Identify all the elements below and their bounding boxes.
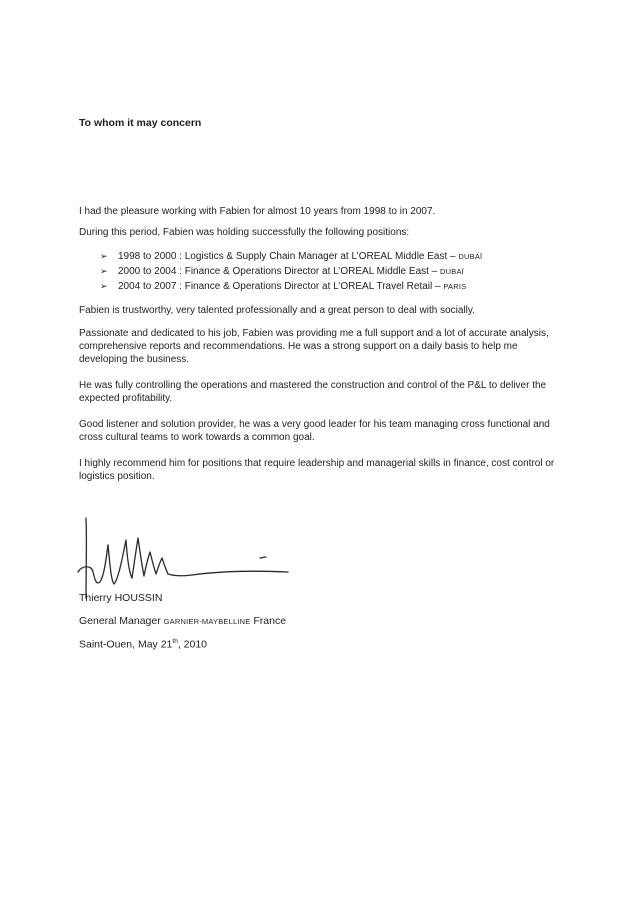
position-item — [100, 249, 482, 264]
title-suffix: France — [250, 615, 287, 627]
position-place: PARIS — [443, 282, 467, 291]
paragraph-recommend: I highly recommend him for positions that require leadership and managerial skills in finance, cost control or logistics position. — [79, 458, 555, 482]
arrow-bullet-icon: ➢ — [100, 266, 108, 276]
paragraph-passionate: Passionate and dedicated to his job, Fabien was providing me a full support and a lot of accurate analysis, comprehensive reports and recommendations. He was a strong support on a daily basis to help me developing the business. — [79, 328, 549, 365]
title-prefix: General Manager — [79, 615, 164, 627]
date-ordinal: th — [172, 638, 178, 645]
handwritten-signature — [74, 510, 294, 605]
positions-intro: During this period, Fabien was holding successfully the following positions: — [79, 227, 410, 238]
paragraph-trustworthy: Fabien is trustworthy, very talented professionally and a great person to deal with socially. — [79, 305, 475, 316]
paragraph-leader: Good listener and solution provider, he was a very good leader for his team managing cross functional and cross cultural teams to work towards a common goal. — [79, 419, 550, 443]
position-place: DUBAÏ — [458, 252, 483, 261]
date-year: , 2010 — [177, 638, 208, 651]
arrow-bullet-icon: ➢ — [100, 251, 108, 261]
arrow-bullet-icon: ➢ — [100, 281, 108, 291]
place-date — [79, 638, 207, 651]
positions-list — [100, 249, 482, 294]
position-place: DUBAÏ — [440, 267, 464, 276]
position-text: 2000 to 2004 : Finance & Operations Director at L’OREAL Middle East – — [118, 266, 441, 277]
position-text: 2004 to 2007 : Finance & Operations Director at L’OREAL Travel Retail – — [118, 281, 444, 292]
signatory-title — [79, 615, 286, 627]
letter-greeting: To whom it may concern — [79, 117, 202, 129]
intro-paragraph: I had the pleasure working with Fabien for almost 10 years from 1998 to in 2007. — [79, 206, 436, 217]
position-text: 1998 to 2000 : Logistics & Supply Chain Manager at L’OREAL Middle East – — [118, 251, 459, 262]
position-item — [100, 279, 482, 294]
paragraph-controlling: He was fully controlling the operations and mastered the construction and control of the P&L to deliver the expected profitability. — [79, 380, 547, 404]
signatory-name: Thierry HOUSSIN — [79, 592, 163, 604]
company-name: GARNIER-MAYBELLINE — [163, 617, 251, 626]
place-date-text: Saint-Ouen, May 21 — [79, 638, 173, 651]
position-item — [100, 264, 482, 279]
